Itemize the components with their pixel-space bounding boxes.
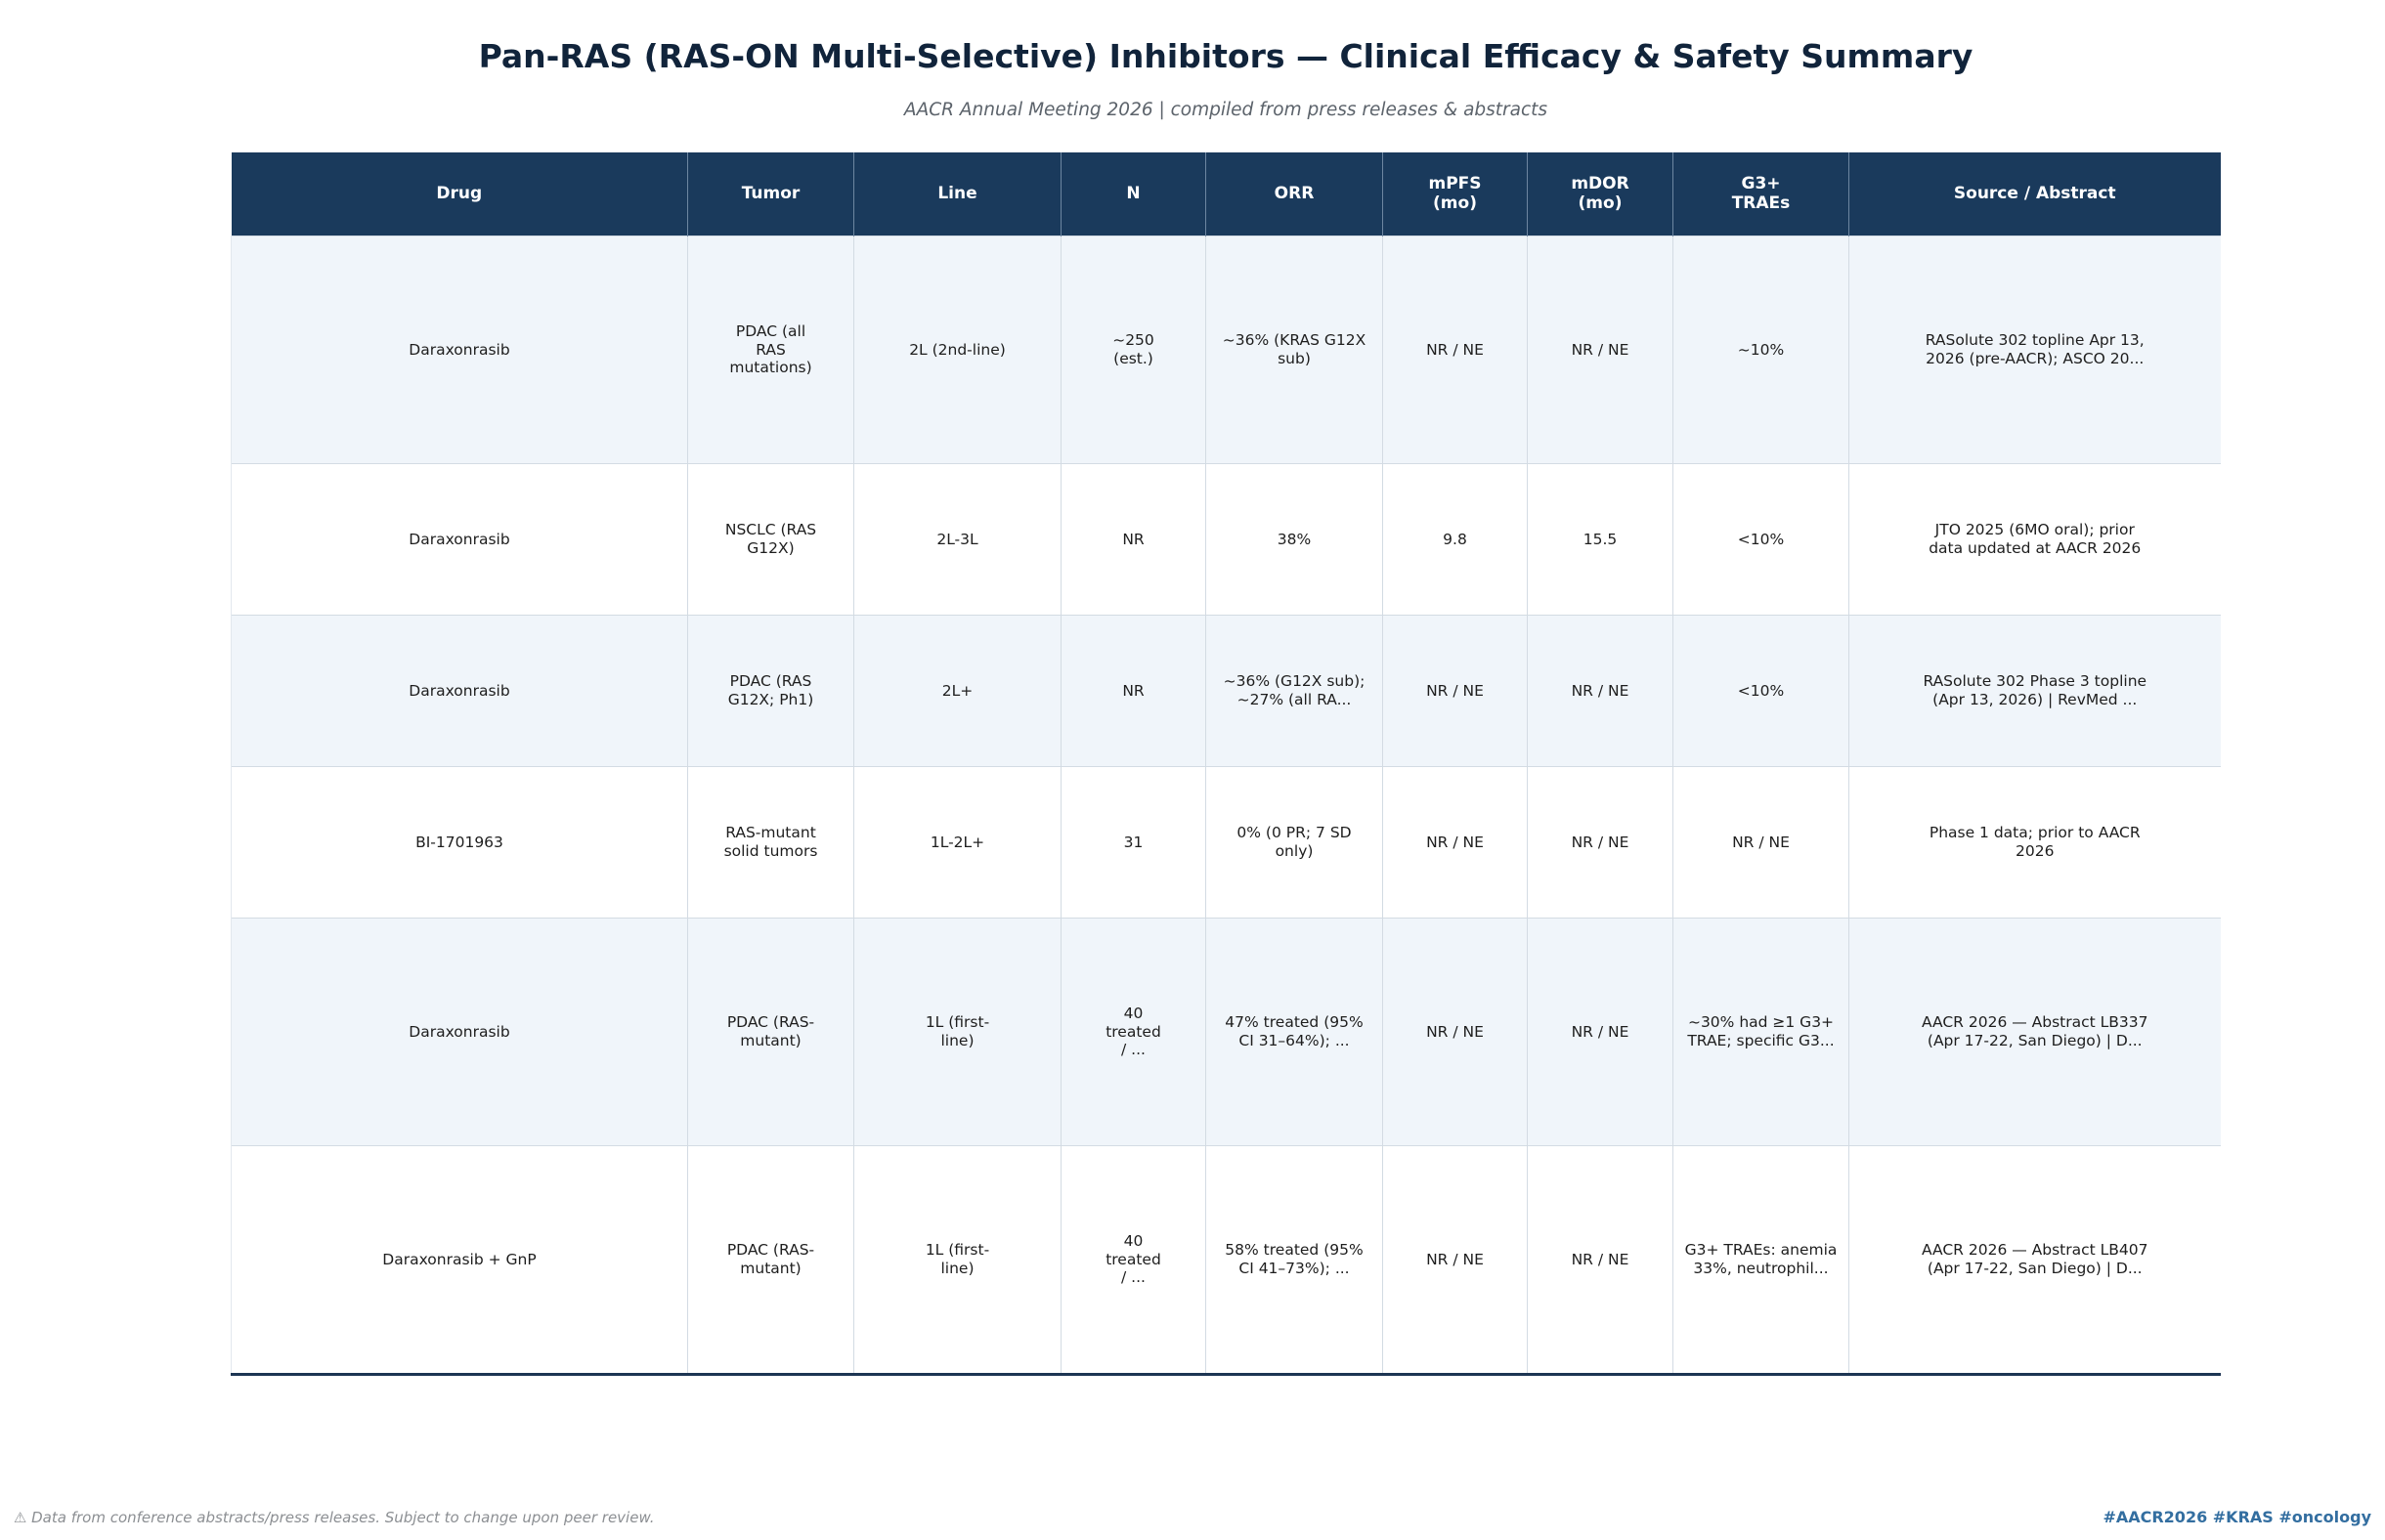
- cell-drug: Daraxonrasib + GnP: [232, 1146, 688, 1375]
- cell-mpfs: NR / NE: [1383, 1146, 1528, 1375]
- column-header-drug: Drug: [232, 152, 688, 236]
- cell-tumor: NSCLC (RAS G12X): [688, 464, 854, 616]
- cell-orr: 58% treated (95% CI 41–73%); ...: [1206, 1146, 1383, 1375]
- cell-g3-traes: <10%: [1673, 616, 1849, 767]
- cell-drug: Daraxonrasib: [232, 236, 688, 464]
- cell-tumor: PDAC (RAS- mutant): [688, 1146, 854, 1375]
- column-header-line: Line: [854, 152, 1062, 236]
- column-header-mdor: mDOR (mo): [1528, 152, 1673, 236]
- table-row: [232, 464, 2221, 616]
- cell-orr: ~36% (G12X sub); ~27% (all RA...: [1206, 616, 1383, 767]
- cell-drug: Daraxonrasib: [232, 464, 688, 616]
- efficacy-safety-table: [231, 152, 2221, 1376]
- table-row: [232, 236, 2221, 464]
- cell-tumor: PDAC (all RAS mutations): [688, 236, 854, 464]
- table-row: [232, 919, 2221, 1146]
- column-header-g3-traes: G3+ TRAEs: [1673, 152, 1849, 236]
- cell-mpfs: NR / NE: [1383, 236, 1528, 464]
- table-row: [232, 1146, 2221, 1375]
- table-header-row: [232, 152, 2221, 236]
- cell-mdor: 15.5: [1528, 464, 1673, 616]
- cell-mdor: NR / NE: [1528, 767, 1673, 919]
- column-header-source: Source / Abstract: [1849, 152, 2221, 236]
- chart-subtitle: AACR Annual Meeting 2026 | compiled from press releases & abstracts: [903, 100, 1548, 120]
- cell-line: 1L (first- line): [854, 1146, 1062, 1375]
- cell-orr: 38%: [1206, 464, 1383, 616]
- cell-orr: 0% (0 PR; 7 SD only): [1206, 767, 1383, 919]
- cell-line: 2L+: [854, 616, 1062, 767]
- cell-n: 40 treated / ...: [1062, 1146, 1206, 1375]
- cell-source: RASolute 302 Phase 3 topline (Apr 13, 2026) | RevMed ...: [1849, 616, 2221, 767]
- cell-orr: 47% treated (95% CI 31–64%); ...: [1206, 919, 1383, 1146]
- cell-mdor: NR / NE: [1528, 616, 1673, 767]
- table-row: [232, 616, 2221, 767]
- cell-g3-traes: ~10%: [1673, 236, 1849, 464]
- cell-orr: ~36% (KRAS G12X sub): [1206, 236, 1383, 464]
- cell-source: AACR 2026 — Abstract LB337 (Apr 17-22, San Diego) | D...: [1849, 919, 2221, 1146]
- cell-n: NR: [1062, 616, 1206, 767]
- cell-line: 2L-3L: [854, 464, 1062, 616]
- cell-n: 40 treated / ...: [1062, 919, 1206, 1146]
- column-header-mpfs: mPFS (mo): [1383, 152, 1528, 236]
- cell-source: Phase 1 data; prior to AACR 2026: [1849, 767, 2221, 919]
- cell-line: 1L-2L+: [854, 767, 1062, 919]
- cell-n: 31: [1062, 767, 1206, 919]
- cell-mdor: NR / NE: [1528, 1146, 1673, 1375]
- table-row: [232, 767, 2221, 919]
- cell-mpfs: NR / NE: [1383, 616, 1528, 767]
- cell-n: ~250 (est.): [1062, 236, 1206, 464]
- column-header-n: N: [1062, 152, 1206, 236]
- cell-drug: Daraxonrasib: [232, 919, 688, 1146]
- cell-tumor: RAS-mutant solid tumors: [688, 767, 854, 919]
- cell-n: NR: [1062, 464, 1206, 616]
- cell-line: 1L (first- line): [854, 919, 1062, 1146]
- cell-drug: BI-1701963: [232, 767, 688, 919]
- footer-hashtags: #AACR2026 #KRAS #oncology: [2103, 1508, 2371, 1526]
- cell-g3-traes: <10%: [1673, 464, 1849, 616]
- cell-mpfs: NR / NE: [1383, 919, 1528, 1146]
- cell-g3-traes: G3+ TRAEs: anemia 33%, neutrophil...: [1673, 1146, 1849, 1375]
- column-header-tumor: Tumor: [688, 152, 854, 236]
- cell-tumor: PDAC (RAS G12X; Ph1): [688, 616, 854, 767]
- chart-title: Pan-RAS (RAS-ON Multi-Selective) Inhibitors — Clinical Efficacy & Safety Summary: [478, 37, 1973, 75]
- cell-tumor: PDAC (RAS- mutant): [688, 919, 854, 1146]
- cell-source: AACR 2026 — Abstract LB407 (Apr 17-22, San Diego) | D...: [1849, 1146, 2221, 1375]
- cell-g3-traes: ~30% had ≥1 G3+ TRAE; specific G3...: [1673, 919, 1849, 1146]
- cell-g3-traes: NR / NE: [1673, 767, 1849, 919]
- cell-mpfs: 9.8: [1383, 464, 1528, 616]
- cell-drug: Daraxonrasib: [232, 616, 688, 767]
- cell-source: RASolute 302 topline Apr 13, 2026 (pre-AACR); ASCO 20...: [1849, 236, 2221, 464]
- cell-source: JTO 2025 (6MO oral); prior data updated at AACR 2026: [1849, 464, 2221, 616]
- cell-mdor: NR / NE: [1528, 919, 1673, 1146]
- table-body: [232, 236, 2221, 1375]
- cell-mdor: NR / NE: [1528, 236, 1673, 464]
- cell-mpfs: NR / NE: [1383, 767, 1528, 919]
- footer-disclaimer: ⚠ Data from conference abstracts/press releases. Subject to change upon peer review.: [14, 1509, 655, 1526]
- cell-line: 2L (2nd-line): [854, 236, 1062, 464]
- column-header-orr: ORR: [1206, 152, 1383, 236]
